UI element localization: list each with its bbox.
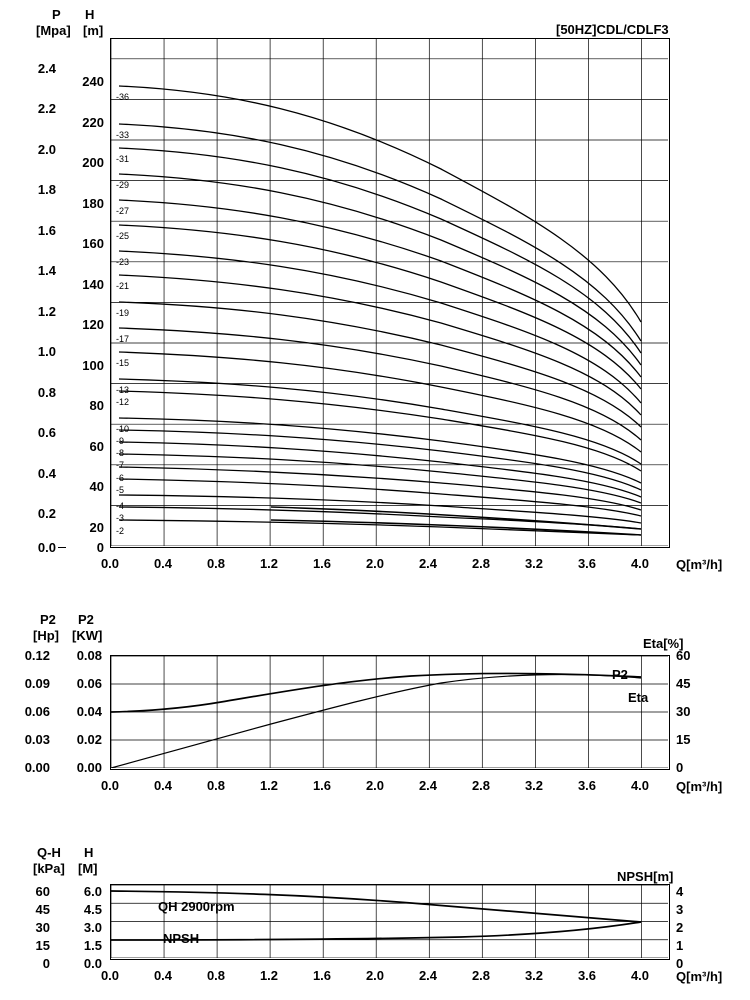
- chart2-p2kw-label: P2: [78, 612, 94, 627]
- chart1-ytick-p-16: 1.6: [37, 223, 56, 238]
- chart1-xtick-2: 0.8: [206, 556, 226, 571]
- chart3-ytick-kpa-45: 45: [35, 902, 50, 917]
- chart2-ytick-eta-30: 30: [676, 704, 691, 719]
- chart2-ytick-kw-004: 0.04: [76, 704, 102, 719]
- chart2-ytick-kw-006: 0.06: [76, 676, 102, 691]
- chart3-xtick-9: 3.6: [577, 968, 597, 983]
- curve-label-5: -5: [116, 485, 125, 495]
- chart3-ytick-h-15: 1.5: [83, 938, 102, 953]
- chart2-eta-axis-label: Eta[%]: [643, 636, 684, 651]
- chart3-ytick-kpa-15: 15: [35, 938, 50, 953]
- chart1-h-unit: [m]: [83, 23, 104, 38]
- curve-label-23: -23: [116, 257, 130, 267]
- chart1-xtick-7: 2.8: [471, 556, 491, 571]
- chart3-xtick-6: 2.4: [418, 968, 438, 983]
- chart1-ytick-p-02: 0.2: [37, 506, 56, 521]
- chart1-h-label: H: [85, 7, 95, 22]
- chart2-ytick-hp-000: 0.00: [24, 760, 50, 775]
- chart1-xtick-0: 0.0: [100, 556, 120, 571]
- curve-label-36: -36: [116, 92, 130, 102]
- chart1-ytick-h-240: 240: [82, 74, 104, 89]
- chart1-ytick-p-08: 0.8: [37, 385, 56, 400]
- chart2-ytick-hp-009: 0.09: [24, 676, 50, 691]
- curve-label-8: -8: [116, 448, 125, 458]
- chart3-xtick-3: 1.2: [259, 968, 279, 983]
- chart3-ytick-npsh-1: 1: [676, 938, 684, 953]
- chart1-xtick-6: 2.4: [418, 556, 438, 571]
- chart3-npsh-series-label: NPSH: [163, 931, 200, 946]
- chart3-xtick-2: 0.8: [206, 968, 226, 983]
- chart3-xtick-10: 4.0: [630, 968, 650, 983]
- chart2-ytick-hp-003: 0.03: [24, 732, 50, 747]
- chart1-ytick-h-140: 140: [82, 277, 104, 292]
- chart1-ytick-h-200: 200: [82, 155, 104, 170]
- curve-label-9: -9: [116, 436, 125, 446]
- chart2-p2-series-label: P2: [612, 667, 628, 682]
- chart3-kpa-unit: [kPa]: [33, 861, 65, 876]
- curve-label-33: -33: [116, 130, 130, 140]
- chart2-plot-area: [110, 655, 670, 770]
- chart2-xtick-5: 2.0: [365, 778, 385, 793]
- chart2-xaxis-label: Q[m³/h]: [676, 779, 723, 794]
- chart3-xaxis-label: Q[m³/h]: [676, 969, 723, 984]
- chart1-ytick-p-12: 1.2: [37, 304, 56, 319]
- curve-label-21: -21: [116, 281, 130, 291]
- chart3-ytick-npsh-4: 4: [676, 884, 684, 899]
- curve-label-12: -12: [116, 397, 130, 407]
- chart1-xtick-8: 3.2: [524, 556, 544, 571]
- chart3-xtick-8: 3.2: [524, 968, 544, 983]
- chart1-ytick-h-160: 160: [82, 236, 104, 251]
- chart1-xtick-5: 2.0: [365, 556, 385, 571]
- chart2-xtick-8: 3.2: [524, 778, 544, 793]
- chart1-ytick-p-24: 2.4: [37, 61, 56, 76]
- chart1-xaxis-label: Q[m³/h]: [676, 557, 723, 572]
- chart1-p-label: P: [52, 7, 61, 22]
- chart2-ytick-kw-000: 0.00: [76, 760, 102, 775]
- chart3-plot-area: [110, 884, 670, 960]
- chart2-ytick-hp-012: 0.12: [24, 648, 50, 663]
- page-title: [50HZ]CDL/CDLF3: [556, 22, 669, 37]
- chart3-ytick-h-30: 3.0: [83, 920, 102, 935]
- curve-label-13: -13: [116, 385, 130, 395]
- chart2-ytick-eta-15: 15: [676, 732, 691, 747]
- chart2-xtick-10: 4.0: [630, 778, 650, 793]
- chart1-xtick-1: 0.4: [153, 556, 173, 571]
- chart3-ytick-h-45: 4.5: [83, 902, 102, 917]
- chart2-ytick-eta-0: 0: [676, 760, 684, 775]
- chart3-svg: [111, 885, 668, 958]
- curve-label-4: -4: [116, 501, 125, 511]
- chart2-ytick-eta-45: 45: [676, 676, 691, 691]
- chart2-xtick-9: 3.6: [577, 778, 597, 793]
- chart1-xtick-4: 1.6: [312, 556, 332, 571]
- chart2-svg: [111, 656, 668, 768]
- chart1-ytick-p-18: 1.8: [37, 182, 56, 197]
- chart3-xtick-7: 2.8: [471, 968, 491, 983]
- chart2-kw-unit: [KW]: [72, 628, 103, 643]
- curve-label-31: -31: [116, 154, 130, 164]
- chart1-ytick-h-20: 20: [89, 520, 104, 535]
- chart3-ytick-h-60: 6.0: [83, 884, 102, 899]
- curve-label-6: -6: [116, 473, 125, 483]
- chart2-xtick-4: 1.6: [312, 778, 332, 793]
- chart2-ytick-hp-006: 0.06: [24, 704, 50, 719]
- curve-label-2: -2: [116, 526, 125, 536]
- chart1-plot-area: [110, 38, 670, 548]
- chart2-xtick-7: 2.8: [471, 778, 491, 793]
- chart3-ytick-kpa-60: 60: [35, 884, 50, 899]
- chart1-ytick-h-220: 220: [82, 115, 104, 130]
- curve-label-25: -25: [116, 231, 130, 241]
- chart1-xtick-10: 4.0: [630, 556, 650, 571]
- curve-label-29: -29: [116, 180, 130, 190]
- chart1-p-zero-tickmark: [58, 547, 66, 548]
- chart1-ytick-p-20: 2.0: [37, 142, 56, 157]
- chart3-xtick-5: 2.0: [365, 968, 385, 983]
- curve-label-17: -17: [116, 334, 130, 344]
- chart2-eta-series-label: Eta: [628, 690, 649, 705]
- chart3-xtick-0: 0.0: [100, 968, 120, 983]
- curve-label-19: -19: [116, 308, 130, 318]
- curve-label-10: -10: [116, 424, 130, 434]
- curve-label-27: -27: [116, 206, 130, 216]
- chart1-ytick-p-22: 2.2: [37, 101, 56, 116]
- chart1-ytick-h-60: 60: [89, 439, 104, 454]
- chart1-ytick-h-0: 0: [96, 540, 104, 555]
- curve-label-7: -7: [116, 460, 125, 470]
- chart1-ytick-h-80: 80: [89, 398, 104, 413]
- chart3-m-unit: [M]: [78, 861, 98, 876]
- chart2-ytick-kw-002: 0.02: [76, 732, 102, 747]
- chart3-ytick-kpa-30: 30: [35, 920, 50, 935]
- chart1-ytick-h-100: 100: [82, 358, 104, 373]
- chart3-ytick-npsh-0: 0: [676, 956, 684, 971]
- chart1-ytick-p-00: 0.0: [37, 540, 56, 555]
- chart3-h-label: H: [84, 845, 94, 860]
- chart2-ytick-kw-008: 0.08: [76, 648, 102, 663]
- chart1-ytick-h-40: 40: [89, 479, 104, 494]
- chart2-xtick-0: 0.0: [100, 778, 120, 793]
- chart1-xtick-9: 3.6: [577, 556, 597, 571]
- chart1-ytick-h-180: 180: [82, 196, 104, 211]
- curve-label-15: -15: [116, 358, 130, 368]
- chart2-ytick-eta-60: 60: [676, 648, 691, 663]
- chart1-ytick-p-10: 1.0: [37, 344, 56, 359]
- chart1-xtick-3: 1.2: [259, 556, 279, 571]
- chart2-xtick-2: 0.8: [206, 778, 226, 793]
- chart1-ytick-p-14: 1.4: [37, 263, 56, 278]
- chart1-ytick-p-06: 0.6: [37, 425, 56, 440]
- chart3-ytick-npsh-2: 2: [676, 920, 684, 935]
- chart3-qh-label: Q-H: [37, 845, 61, 860]
- chart3-qh-series-label: QH 2900rpm: [158, 899, 235, 914]
- chart3-npsh-axis-label: NPSH[m]: [617, 869, 674, 884]
- chart1-p-unit: [Mpa]: [36, 23, 71, 38]
- chart1-ytick-p-04: 0.4: [37, 466, 56, 481]
- chart3-ytick-kpa-0: 0: [42, 956, 50, 971]
- chart1-svg: [111, 39, 668, 546]
- chart2-xtick-1: 0.4: [153, 778, 173, 793]
- chart3-ytick-h-00: 0.0: [83, 956, 102, 971]
- chart2-xtick-3: 1.2: [259, 778, 279, 793]
- curve-label-3: -3: [116, 513, 125, 523]
- chart3-xtick-4: 1.6: [312, 968, 332, 983]
- chart1-ytick-h-120: 120: [82, 317, 104, 332]
- chart2-xtick-6: 2.4: [418, 778, 438, 793]
- chart3-xtick-1: 0.4: [153, 968, 173, 983]
- chart2-p2hp-label: P2: [40, 612, 56, 627]
- chart2-hp-unit: [Hp]: [33, 628, 59, 643]
- chart3-ytick-npsh-3: 3: [676, 902, 684, 917]
